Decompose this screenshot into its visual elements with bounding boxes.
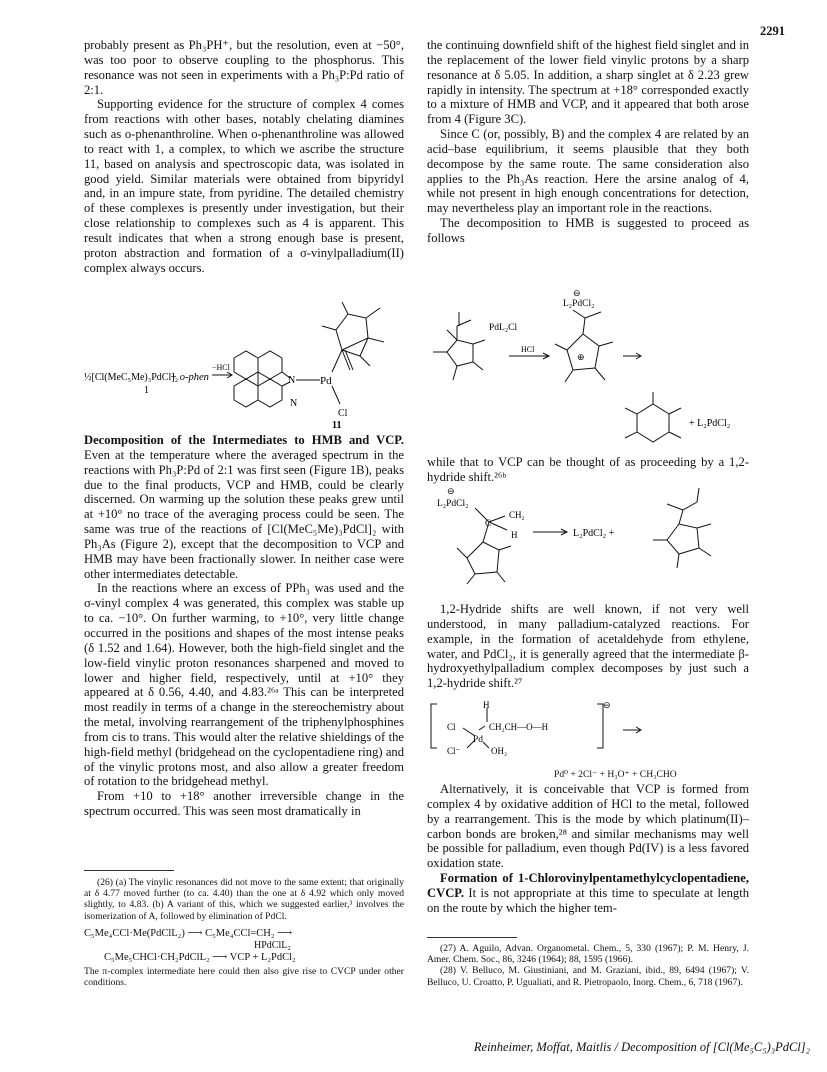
section-heading: Formation of 1-Chlorovinylpentamethylcyclopentadiene, CVCP. bbox=[427, 871, 749, 900]
right-column-bottom bbox=[427, 782, 749, 916]
scheme-acetaldehyde bbox=[427, 700, 749, 766]
paragraph: The decomposition to HMB is suggested to proceed as follows bbox=[427, 216, 749, 245]
paragraph: the continuing downfield shift of the highest field singlet and in the replacement of the lower field vinylic protons by a sharp resonance at δ 5.05. In addition, a sharp singlet at δ 2.23 grew rapidly in intensity. The spectrum at +18° corresponded exactly to a mixture of HMB and VCP, and it appeared that both arose from 4 (Figure 3C). bbox=[427, 38, 749, 127]
equation-line: C₅Me₅CHCl·CH₂PdClL₂ ⟶ VCP + L₂PdCl₂ bbox=[104, 951, 296, 963]
footnote-rule bbox=[84, 870, 174, 871]
paragraph: while that to VCP can be thought of as proceeding by a 1,2-hydride shift.²⁶ᵇ bbox=[427, 455, 749, 484]
paragraph: Supporting evidence for the structure of complex 4 comes from reactions with other bases, notably chelating diamines such as o-phenanthroline. When o-phenanthroline was allowed to react with 1, a complex, to which we ascribe the structure 11, based on analysis and spectroscopic data, was isolated in good yield. Similar materials were obtained from bipyridyl and, in an impure state, from pyridine. The detailed chemistry of these complexes is presently under investigation, but their close relationship to complexes such as 4 is apparent. This result indicates that when a strong enough base is present, proton abstraction and formation of a σ-vinylpalladium(II) complex always occurs. bbox=[84, 97, 404, 275]
label-ch2: CH₂ bbox=[509, 510, 525, 520]
section-heading: Decomposition of the Intermediates to HMB and VCP. bbox=[84, 433, 404, 447]
atom-pd: Pd bbox=[320, 375, 332, 387]
label-l2pdcl2: L₂PdCl₂ bbox=[563, 299, 595, 309]
paragraph: 1,2-Hydride shifts are well known, if not very well understood, in many palladium-catalyzed reactions. For example, in the formation of acetaldehyde from ethylene, water, and PdCl₂, it is generally agreed that the intermediate β-hydroxyethylpalladium complex decomposes by just such a 1,2-hydride shift.²⁷ bbox=[427, 602, 749, 691]
arrow-label-hcl: HCl bbox=[521, 345, 535, 354]
atom-cl: Cl bbox=[338, 408, 348, 419]
phen-complex-structure bbox=[84, 300, 404, 430]
equation-line: C₅Me₄CCl·Me(PdClL₂) ⟶ C₅Me₄CCl=CH₂ ⟶ bbox=[84, 927, 293, 939]
paragraph: Alternatively, it is conceivable that VCP is formed from complex 4 by oxidative addition of HCl to the metal, followed by a rearrangement. This is the mode by which platinum(II)–carbon bonds are broken,²⁸ and similar mechanisms may well be possible for palladium, even though Pd(IV) is a less favored oxidation state. bbox=[427, 782, 749, 871]
footnote-rule bbox=[427, 937, 517, 938]
footnote-text: (27) A. Aguilo, Advan. Organometal. Chem., 5, 330 (1967); P. M. Henry, J. Amer. Chem. Soc., 86, 3246 (1964); 88, 1595 (1966). bbox=[427, 943, 749, 966]
left-column-top bbox=[84, 38, 404, 276]
arrow-label-hcl: −HCl bbox=[212, 363, 230, 372]
scheme-vcp-hydride-shift bbox=[427, 488, 749, 588]
right-column-mid1 bbox=[427, 455, 749, 485]
compound-label-1: 1 bbox=[144, 385, 149, 396]
equation bbox=[84, 928, 404, 964]
reactant-formula: ½[Cl(MeC₅Me)₃PdCl]₂ bbox=[84, 372, 179, 383]
footnotes-27-28 bbox=[427, 943, 749, 988]
label-l2pdcl2: L₂PdCl₂ bbox=[437, 499, 469, 509]
atom-c: C bbox=[485, 518, 492, 528]
paragraph: In the reactions where an excess of PPh₃ was used and the σ-vinyl complex 4 was generated, this complex was stable up to ca. −10°. On further warming, to +10°, very little change occurred in the positions and shapes of the most intense peaks (δ 1.52 and 1.64). However, both the high-field singlet and the low-field vinylic proton resonances sharpened and moved to lower and higher field, respectively, until at +10° they appeared at δ 0.56, 4.40, and 4.83.²⁶ᵃ This can be interpreted most readily in terms of a change in the stereochemistry about the metal, involving rearrangement of the triphenylphosphines from cis to trans. This would alter the relative shieldings of the high-field methyl (bridgehead on the cyclopentadiene ring) and of the vinylic protons most, and also allow a greater freedom of rotation to the bridgehead methyl. bbox=[84, 581, 404, 789]
page-number: 2291 bbox=[760, 24, 785, 38]
paragraph: Since C (or, possibly, B) and the complex 4 are related by an acid–base equilibrium, it seems plausible that they both decompose by the same route. The same consideration also applies to the Ph₃As reaction. Here the arsine analog of 4, while not present in high enough concentrations for detection, may nevertheless play an important role in the reactions. bbox=[427, 127, 749, 216]
atom-h: H bbox=[511, 530, 518, 540]
footnote-text: (26) (a) The vinylic resonances did not move to the same extent; that originally at δ 4.77 moved further (to ca. 4.40) than the one at δ 4.92 which only moved slightly, to 4.83. (b) A variant of this, which we suggested earlier,³ involves the isomerization of A, followed by elimination of PdCl. bbox=[84, 877, 404, 922]
acetaldehyde-products: Pd⁰ + 2Cl⁻ + H₃O⁺ + CH₃CHO bbox=[554, 769, 677, 780]
atom-pd: Pd bbox=[473, 735, 484, 745]
atom-cl: Cl bbox=[447, 722, 456, 732]
charge-minus: ⊖ bbox=[447, 488, 455, 496]
label-pdl2cl: PdL₂Cl bbox=[489, 323, 518, 333]
compound-label-11: 11 bbox=[332, 420, 342, 430]
charge-minus: ⊖ bbox=[573, 290, 581, 298]
hmb-scheme-structures bbox=[427, 290, 749, 445]
paragraph: From +10 to +18° another irreversible change in the spectrum occurred. This was seen most dramatically in bbox=[84, 789, 404, 819]
vcp-scheme-structures bbox=[427, 488, 749, 588]
paragraph: It is not appropriate at this time to speculate at length on the route by which the higher tem- bbox=[427, 885, 749, 915]
ethyl-chain: CH₂CH—O—H bbox=[489, 722, 549, 732]
charge-plus: ⊕ bbox=[577, 352, 585, 362]
acetaldehyde-scheme-structure bbox=[427, 700, 749, 766]
paragraph-with-heading bbox=[427, 871, 749, 916]
scheme-phen-complex bbox=[84, 300, 404, 430]
footnote-26 bbox=[84, 877, 404, 988]
label-oh2: OH₂ bbox=[491, 746, 508, 756]
atom-h: H bbox=[483, 700, 490, 710]
right-column-mid2 bbox=[427, 602, 749, 691]
scheme-hmb-decomposition bbox=[427, 290, 749, 445]
product-l2pdcl2: + L₂PdCl₂ bbox=[689, 418, 731, 429]
paragraph: probably present as Ph₃PH⁺, but the resolution, even at −50°, was too poor to observe coupling to the phosphorus. This resonance was not seen in experiments with a Ph₃P:Pd ratio of 2:1. bbox=[84, 38, 404, 97]
paragraph-with-heading bbox=[84, 433, 404, 581]
atom-cl-minus: Cl⁻ bbox=[447, 746, 461, 756]
charge-minus: ⊖ bbox=[603, 700, 611, 710]
right-column-top bbox=[427, 38, 749, 246]
product-l2pdcl2: L₂PdCl₂ + bbox=[573, 528, 615, 539]
paragraph: Even at the temperature where the averaged spectrum in the reactions with Ph₃P:Pd of 2:1 was first seen (Figure 1B), peaks due to the final products, VCP and HMB, could be clearly discerned. On warming up the solution these peaks grew until at +10° no trace of the averaging process could be seen. The same was true of the reactions of [Cl(MeC₅Me)₃PdCl]₂ with Ph₃As (Figure 2), except that the decomposition to VCP and HMB may have been fractionally slower. In neither case were other intermediates detectable. bbox=[84, 447, 404, 581]
footnote-text: (28) V. Belluco, M. Giustiniani, and M. Graziani, ibid., 89, 6494 (1967); V. Belluco, U. Croatto, P. Ugualiati, and R. Pietropaolo, Inorg. Chem., 6, 718 (1967). bbox=[427, 965, 749, 988]
atom-n: N bbox=[288, 375, 296, 386]
left-column-main bbox=[84, 433, 404, 819]
reagent-ophen: + o-phen bbox=[170, 372, 209, 383]
atom-n: N bbox=[290, 398, 298, 409]
running-footer: Reinheimer, Moffat, Maitlis / Decomposition of [Cl(Me₅C₅)₃PdCl]₂ bbox=[473, 1040, 810, 1054]
equation-line: HPdClL₂ bbox=[254, 939, 291, 951]
footnote-text: The π-complex intermediate here could then also give rise to CVCP under other conditions. bbox=[84, 965, 404, 989]
